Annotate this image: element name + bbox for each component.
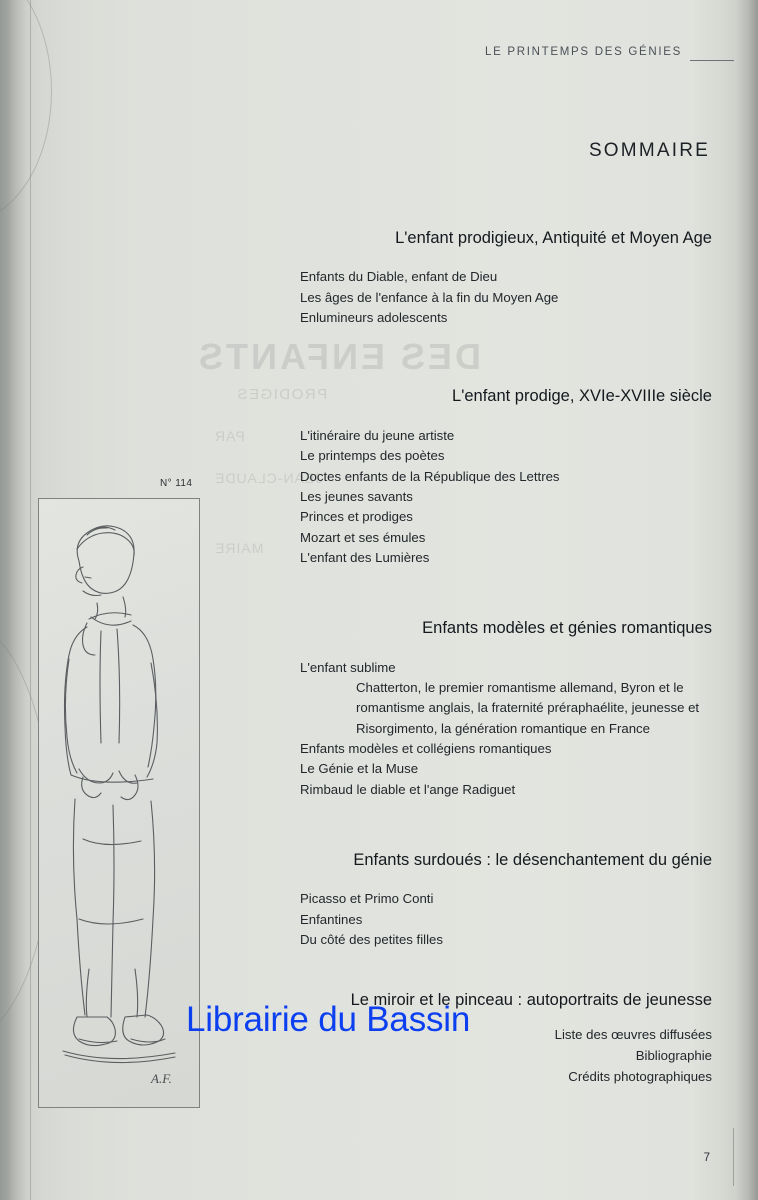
table-of-contents (300, 228, 712, 1093)
page-title: SOMMAIRE (588, 140, 710, 161)
watermark-librairie-du-bassin: Librairie du Bassin (186, 1000, 471, 1039)
running-header: LE PRINTEMPS DES GÉNIES (485, 46, 682, 58)
showthrough-subtitle: PRODIGES (236, 386, 328, 403)
toc-section-items (300, 889, 712, 950)
page-number: 7 (703, 1152, 710, 1164)
toc-entry: L'itinéraire du jeune artiste (300, 427, 455, 443)
toc-entry: Crédits photographiques (568, 1069, 712, 1084)
spacer (300, 574, 712, 618)
toc-entry: Princes et prodiges (300, 509, 413, 525)
toc-entry: Doctes enfants de la République des Lettres (300, 468, 560, 484)
toc-section (300, 618, 712, 800)
spacer (300, 334, 712, 386)
toc-entry: Rimbaud le diable et l'ange Radiguet (300, 781, 516, 797)
toc-section-title: Enfants modèles et génies romantiques (422, 619, 712, 638)
toc-entry: Picasso et Primo Conti (300, 891, 434, 907)
toc-section-title: L'enfant prodigieux, Antiquité et Moyen Age (395, 229, 712, 247)
page-number-rule (733, 1128, 734, 1186)
toc-entry: Enfants modèles et collégiens romantiques (300, 740, 552, 756)
showthrough-line-3: MAIRE (214, 540, 264, 556)
toc-section-title: Le miroir et le pinceau : autoportraits de jeunesse (350, 991, 712, 1010)
figure-caption: N° 114 (160, 478, 193, 489)
toc-section-items (300, 267, 712, 328)
page-right-edge-shadow (736, 0, 758, 1200)
header-rule (690, 60, 734, 61)
toc-entry: Enfantines (300, 911, 363, 927)
toc-entry: L'enfant des Lumières (300, 549, 430, 565)
toc-entry: Bibliographie (635, 1047, 712, 1063)
toc-entry: Le printemps des poètes (300, 448, 445, 464)
toc-entry: Mozart et ses émules (300, 529, 426, 545)
toc-entry: Du côté des petites filles (300, 931, 443, 947)
toc-section (300, 850, 712, 950)
showthrough-title: DES ENFANTS (196, 336, 482, 377)
toc-section-items (300, 658, 712, 800)
toc-entry: Le Génie et la Muse (300, 761, 419, 777)
boy-drawing-icon (39, 499, 199, 1107)
spacer (300, 956, 712, 990)
figure-illustration (38, 498, 200, 1108)
toc-entry: Liste des œuvres diffusées (554, 1026, 712, 1042)
showthrough-line-2: JEAN-CLAUDE (214, 470, 323, 486)
toc-entry: Enlumineurs adolescents (300, 310, 448, 326)
figure-drawing (39, 499, 199, 1107)
toc-section-items (300, 426, 712, 568)
toc-entry: Enfants du Diable, enfant de Dieu (300, 269, 498, 285)
toc-section (300, 228, 712, 328)
spacer (300, 806, 712, 850)
toc-section-title: L'enfant prodige, XVIe-XVIIIe siècle (452, 387, 712, 406)
toc-entry: Les jeunes savants (300, 488, 413, 504)
toc-section-title: Enfants surdoués : le désenchantement du génie (353, 850, 712, 869)
showthrough-line-1: PAR (214, 428, 245, 444)
figure-signature: A.F. (151, 1071, 172, 1086)
toc-subentry: Chatterton, le premier romantisme allemand, Byron et le romantisme anglais, la fraternité préraphaélite, jeunesse et Risorgimento, la génération romantique en France (356, 679, 700, 736)
toc-entry: L'enfant sublime (300, 659, 396, 675)
toc-section (300, 386, 712, 568)
toc-entry: Les âges de l'enfance à la fin du Moyen Age (300, 289, 559, 305)
spine-fold-line (30, 0, 31, 1200)
